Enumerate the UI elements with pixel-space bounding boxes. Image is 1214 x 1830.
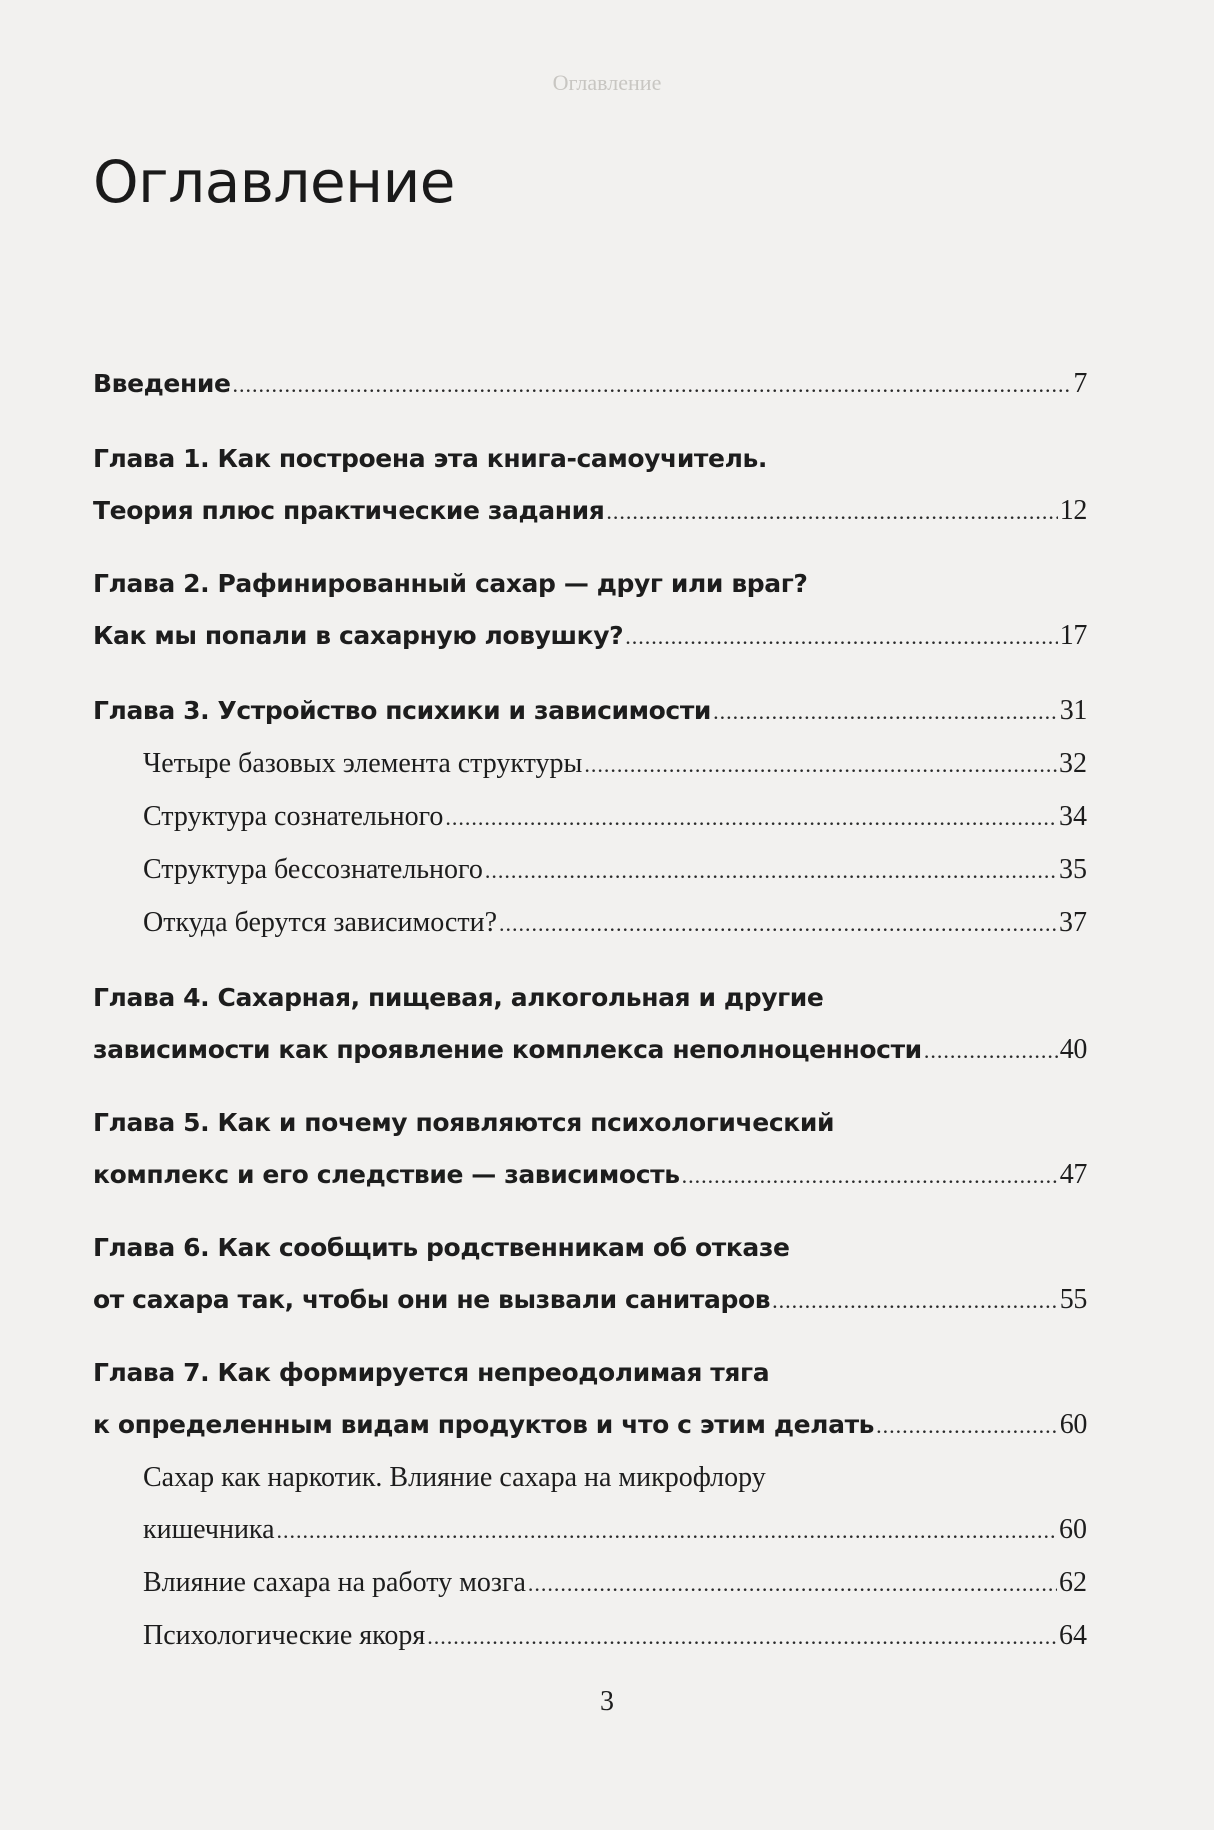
leader-dots <box>713 686 1058 738</box>
toc-page-number: 47 <box>1059 1159 1087 1190</box>
toc-subentry <box>143 1504 1087 1557</box>
toc-entry-title-cont: Теория плюс практические задания <box>93 496 605 525</box>
toc-subentry-label: Четыре базовых элемента структуры <box>143 748 583 779</box>
toc-entry-chapter-5 <box>93 1097 1087 1202</box>
toc-entry-title: Глава 2. Рафинированный сахар — друг или враг? <box>93 569 808 598</box>
toc-subentry-label: Психологические якоря <box>143 1620 426 1651</box>
toc-subentries-chapter-3 <box>93 738 1087 950</box>
toc-subentry-label: Влияние сахара на работу мозга <box>143 1567 526 1598</box>
toc-subentry <box>143 844 1087 897</box>
toc-subentry-label: Структура бессознательного <box>143 854 483 885</box>
toc-subentries-chapter-7 <box>93 1452 1087 1663</box>
toc-subentry-label: Структура сознательного <box>143 801 444 832</box>
leader-dots <box>427 1611 1057 1663</box>
toc-entry-title: Глава 5. Как и почему появляются психологический <box>93 1108 835 1137</box>
toc-subentry <box>143 1557 1087 1610</box>
toc-page-number: 34 <box>1059 801 1087 832</box>
toc-entry-chapter-3 <box>93 685 1087 738</box>
toc-entry-title-cont: комплекс и его следствие — зависимость <box>93 1160 680 1189</box>
table-of-contents <box>93 358 1087 1663</box>
leader-dots <box>606 486 1057 538</box>
leader-dots <box>772 1275 1058 1327</box>
toc-entry-title-cont: Как мы попали в сахарную ловушку? <box>93 621 624 650</box>
toc-subentry-label: Сахар как наркотик. Влияние сахара на микрофлору <box>143 1462 766 1493</box>
toc-entry-title-cont: от сахара так, чтобы они не вызвали санитаров <box>93 1285 771 1314</box>
toc-entry-title: Глава 1. Как построена эта книга-самоучитель. <box>93 444 767 473</box>
leader-dots <box>277 1505 1057 1557</box>
toc-page-number: 60 <box>1059 1514 1087 1545</box>
toc-page-number: 40 <box>1059 1034 1087 1065</box>
toc-entry-chapter-1 <box>93 433 1087 538</box>
toc-page-number: 7 <box>1073 368 1087 399</box>
leader-dots <box>499 898 1057 950</box>
toc-subentry <box>143 1452 1087 1504</box>
toc-page-number: 37 <box>1059 907 1087 938</box>
toc-subentry <box>143 1610 1087 1663</box>
leader-dots <box>528 1558 1057 1610</box>
leader-dots <box>584 739 1057 791</box>
toc-entry-title: Глава 6. Как сообщить родственникам об отказе <box>93 1233 790 1262</box>
page-title: Оглавление <box>93 148 455 216</box>
leader-dots <box>876 1400 1058 1452</box>
toc-entry-chapter-4 <box>93 972 1087 1077</box>
leader-dots <box>445 792 1057 844</box>
toc-subentry <box>143 738 1087 791</box>
toc-entry-chapter-6 <box>93 1222 1087 1327</box>
toc-subentry <box>143 897 1087 950</box>
toc-page-number: 17 <box>1059 620 1087 651</box>
toc-page-number: 62 <box>1059 1567 1087 1598</box>
toc-entry-chapter-7 <box>93 1347 1087 1452</box>
toc-page-number: 64 <box>1059 1620 1087 1651</box>
toc-page-number: 35 <box>1059 854 1087 885</box>
page-number: 3 <box>600 1686 614 1717</box>
toc-entry-intro <box>93 358 1087 411</box>
toc-entry-title: Глава 4. Сахарная, пищевая, алкогольная и другие <box>93 983 824 1012</box>
toc-entry-title: Глава 7. Как формируется непреодолимая тяга <box>93 1358 770 1387</box>
toc-entry-title-cont: зависимости как проявление комплекса неполноценности <box>93 1035 922 1064</box>
toc-page-number: 32 <box>1059 748 1087 779</box>
toc-subentry <box>143 791 1087 844</box>
toc-page-number: 60 <box>1059 1409 1087 1440</box>
toc-subentry-label: Откуда берутся зависимости? <box>143 907 497 938</box>
leader-dots <box>682 1150 1058 1202</box>
toc-page-number: 55 <box>1059 1284 1087 1315</box>
toc-page-number: 12 <box>1059 495 1087 526</box>
leader-dots <box>233 359 1072 411</box>
toc-entry-title-cont: к определенным видам продуктов и что с этим делать <box>93 1410 875 1439</box>
leader-dots <box>485 845 1057 897</box>
toc-entry-label: Введение <box>93 369 231 398</box>
toc-page-number: 31 <box>1059 695 1087 726</box>
toc-subentry-label-cont: кишечника <box>143 1514 275 1545</box>
leader-dots <box>625 611 1058 663</box>
toc-entry-chapter-2 <box>93 558 1087 663</box>
running-head: Оглавление <box>552 70 662 95</box>
leader-dots <box>924 1025 1058 1077</box>
toc-entry-title: Глава 3. Устройство психики и зависимости <box>93 696 712 725</box>
